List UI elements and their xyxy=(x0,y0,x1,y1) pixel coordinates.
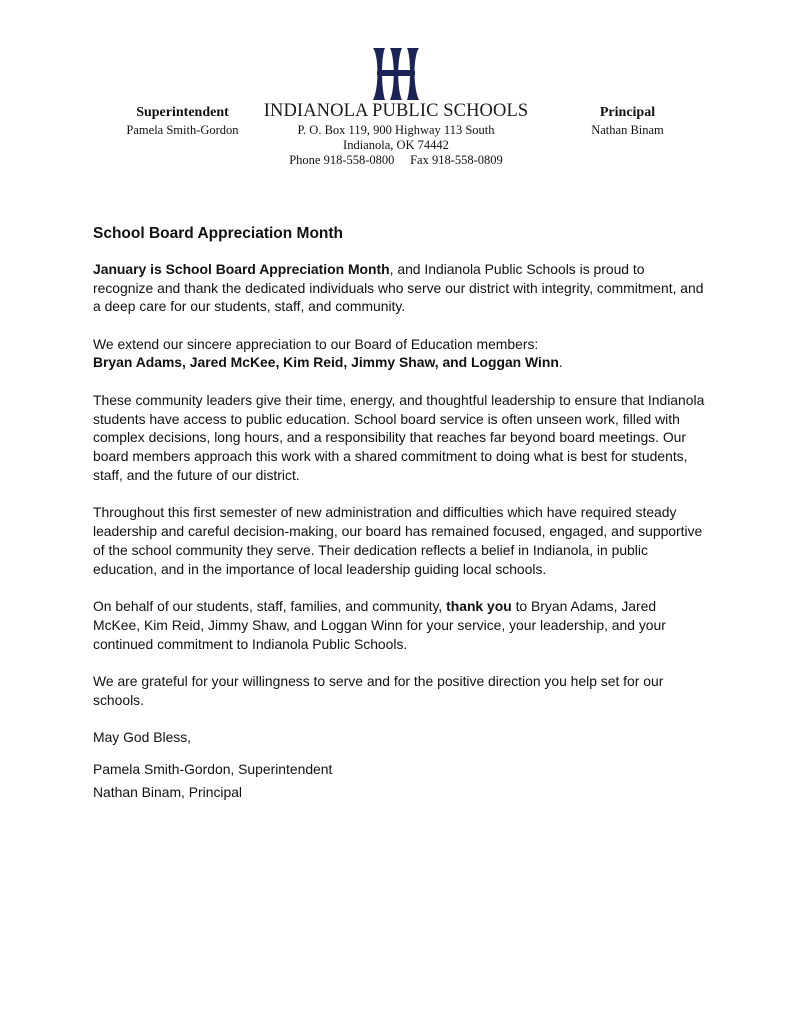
member-names: Bryan Adams, Jared McKee, Kim Reid, Jimmy Shaw, and Loggan Winn xyxy=(93,354,559,371)
principal-name: Nathan Binam xyxy=(591,123,664,137)
paragraph-members xyxy=(93,353,705,372)
signature-superintendent: Pamela Smith-Gordon, Superintendent xyxy=(93,760,333,777)
address-line1: P. O. Box 119, 900 Highway 113 South xyxy=(297,123,495,137)
thanks-rest: to Bryan Adams, Jared McKee, Kim Reid, Jimmy Shaw, and Loggan Winn for your service, your leadership, and your continued commitment to Indianola Public Schools. xyxy=(93,597,666,652)
superintendent-label: Superintendent xyxy=(136,105,229,120)
letter-body xyxy=(93,225,705,801)
paragraph-thanks xyxy=(93,597,705,653)
paragraph-leaders: These community leaders give their time, energy, and thoughtful leadership to ensure that Indianola students have access to public education. School board service is often unseen work, filled with complex decisions, long hours, and a responsibility that reaches far beyond board meetings. Our board members approach this work with a shared commitment to doing what is best for students, staff, and the future of our district. xyxy=(93,391,705,483)
closing-line: May God Bless, xyxy=(93,728,192,745)
phone-number: Phone 918-558-0800 xyxy=(289,153,395,167)
address-line2: Indianola, OK 74442 xyxy=(343,138,449,152)
intro-bold: January is School Board Appreciation Month xyxy=(93,260,390,277)
paragraph-intro xyxy=(93,260,705,316)
paragraph-semester: Throughout this first semester of new administration and difficulties which have required steady leadership and careful decision-making, our board has remained focused, engaged, and supportive of the school community they serve. Their dedication reflects a belief in Indianola, in public education, and in the importance of local leadership guiding local schools. xyxy=(93,504,703,577)
intro-text: , and Indianola Public Schools is proud to recognize and thank the dedicated individuals who serve our district with integrity, commitment, and a deep care for our students, staff, and community. xyxy=(93,260,704,315)
superintendent-name: Pamela Smith-Gordon xyxy=(126,123,239,137)
thank-you-bold: thank you xyxy=(446,597,512,614)
paragraph-members-intro: We extend our sincere appreciation to our Board of Education members: xyxy=(93,335,539,352)
principal-label: Principal xyxy=(599,105,656,120)
letter-title: School Board Appreciation Month xyxy=(93,225,344,242)
members-period: . xyxy=(558,354,563,371)
school-name: INDIANOLA PUBLIC SCHOOLS xyxy=(263,101,529,121)
paragraph-grateful: We are grateful for your willingness to serve and for the positive direction you help set for our schools. xyxy=(93,672,664,708)
fax-number: Fax 918-558-0809 xyxy=(410,153,503,167)
ih-monogram-logo xyxy=(369,48,423,100)
thanks-start: On behalf of our students, staff, families, and community, xyxy=(93,597,447,614)
signature-principal: Nathan Binam, Principal xyxy=(93,783,243,800)
phone-fax-line xyxy=(240,153,552,168)
